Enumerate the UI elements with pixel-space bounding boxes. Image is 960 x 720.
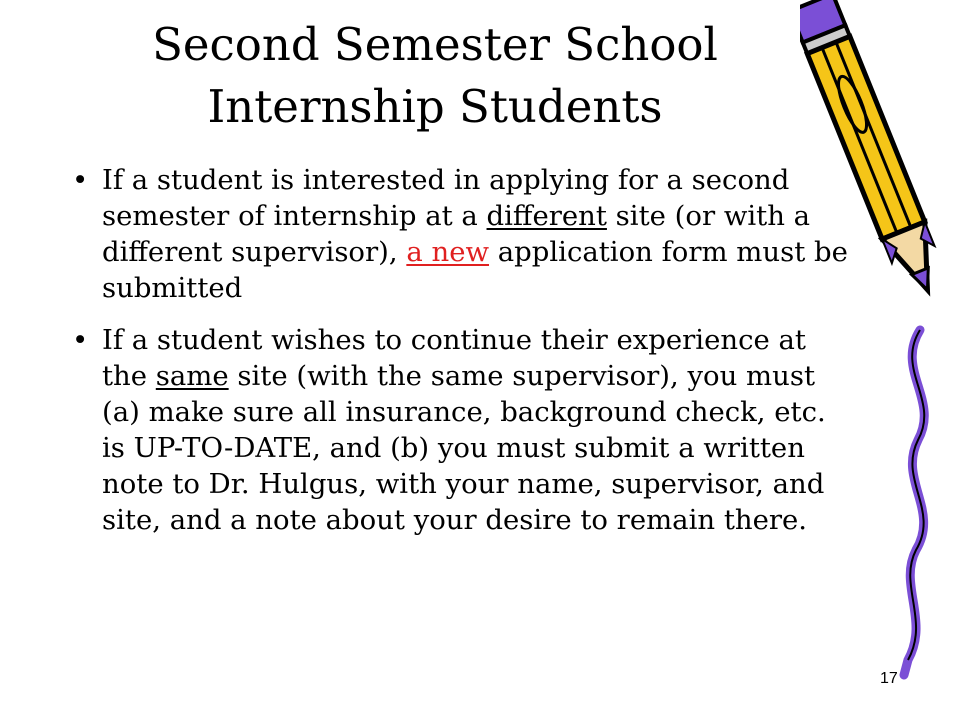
bullet-1-underlined-word: different [486, 200, 607, 232]
bullet-1-text-end: application form must be submitted [102, 236, 848, 304]
bullet-2-underlined-word: same [155, 360, 229, 392]
bullet-2-text: If a student wishes to continue their experience at the [102, 324, 806, 392]
bullet-1-text: If a student is interested in applying for a second semester of internship at a [102, 164, 790, 232]
slide-title [40, 14, 830, 138]
bullet-item-1 [70, 162, 850, 306]
bullet-1-emphasis-red: a new [406, 236, 490, 268]
slide-title-line-1: Second Semester School [152, 18, 718, 71]
page-number: 17 [880, 670, 898, 687]
bullet-1-text-cont: site (or with a different supervisor), [102, 200, 811, 268]
bullet-item-2 [70, 322, 850, 538]
bullet-2-text-cont: site (with the same supervisor), you must (a) make sure all insurance, background check, etc. is UP-TO-DATE, and (b) you must submit a written note to Dr. Hulgus, with your name, supervisor, and site, and a note about your desire to remain there. [102, 360, 826, 536]
slide-title-line-2: Internship Students [207, 80, 663, 133]
bullet-list [70, 162, 850, 554]
